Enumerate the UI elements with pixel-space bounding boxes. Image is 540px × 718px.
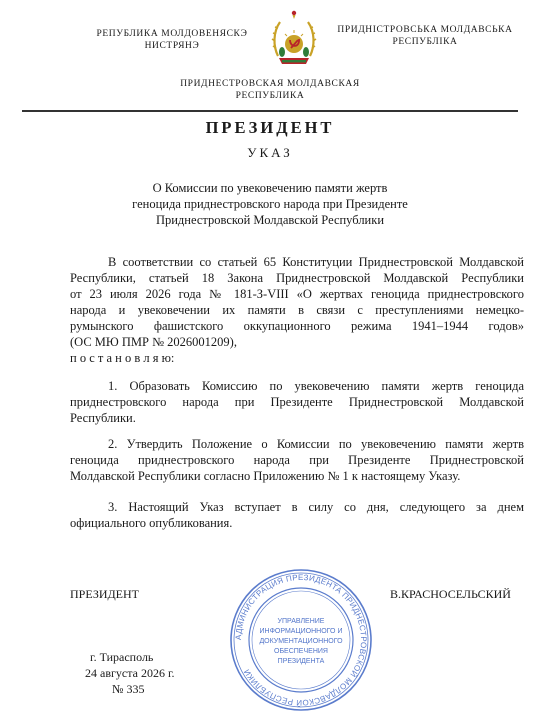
item3-line2: официального опубликования. [70, 516, 233, 530]
document-title: ПРЕЗИДЕНТ [205, 118, 335, 137]
item2-line1: 2. Утвердить Положение о Комиссии по увековечению памяти жертв [108, 437, 524, 451]
decree-item-3 [70, 499, 524, 531]
signatory-name: В.КРАСНОСЕЛЬСКИЙ [390, 587, 511, 601]
header-right-name [325, 24, 525, 48]
signature-title: ПРЕЗИДЕНТ [70, 587, 140, 601]
preamble-line4: народа и увековечении их памяти в связи с преступлениями немецко- [70, 303, 524, 317]
stamp-line4: ОБЕСПЕЧЕНИЯ [274, 648, 328, 655]
item3-line1: 3. Настоящий Указ вступает в силу со дня, следующего за днем [108, 500, 524, 514]
header-bottom-line2: РЕСПУБЛИКА [235, 91, 305, 101]
preamble-line3: от 23 июля 2026 года № 181-З-VIII «О жертвах геноцида приднестровского [70, 287, 524, 301]
header-center-name [150, 78, 390, 102]
stamp-ring-text: АДМИНИСТРАЦИЯ ПРЕЗИДЕНТА ПРИДНЕСТРОВСКОЙ МОЛДАВСКОЙ РЕСПУБЛИКИ [233, 572, 369, 708]
item2-line2: геноцида приднестровского народа при Президенте Приднестровской [70, 453, 524, 467]
decree-item-2 [70, 436, 524, 484]
header-divider [22, 110, 518, 112]
header-left-line1: РЕПУБЛИКА МОЛДОВЕНЯСКЭ [96, 29, 248, 39]
heading-line2: геноцида приднестровского народа при Президенте [132, 197, 408, 211]
stamp-line5: ПРЕЗИДЕНТА [277, 658, 325, 665]
heading-line1: О Комиссии по увековечению памяти жертв [152, 181, 388, 195]
header-right-line1: ПРИДНІСТРОВСЬКА МОЛДАВСЬКА [337, 25, 513, 35]
stamp-line2: ИНФОРМАЦИОННОГО И [259, 628, 343, 635]
item1-line3: Республики. [70, 411, 136, 425]
state-emblem-icon [270, 8, 318, 70]
decree-number: № 335 [112, 682, 145, 696]
document-type: УКАЗ [247, 145, 293, 160]
item2-line3: Молдавской Республики согласно Приложению № 1 к настоящему Указу. [70, 469, 461, 483]
preamble-line1: В соответствии со статьей 65 Конституции Приднестровской Молдавской [108, 255, 524, 269]
stamp-line3: ДОКУМЕНТАЦИОННОГО [259, 638, 343, 645]
item1-line1: 1. Образовать Комиссию по увековечению памяти жертв геноцида [108, 379, 524, 393]
heading-line3: Приднестровской Молдавской Республики [155, 213, 385, 227]
header-left-line2: НИСТРЯНЭ [144, 41, 200, 51]
decree-heading [100, 180, 440, 228]
item1-line2: приднестровского народа при Президенте Приднестровской Молдавской [70, 395, 524, 409]
issue-city: г. Тирасполь [90, 650, 154, 664]
issue-date: 24 августа 2026 г. [85, 666, 175, 680]
issue-details [60, 649, 260, 697]
header-bottom-line1: ПРИДНЕСТРОВСКАЯ МОЛДАВСКАЯ [180, 79, 360, 89]
preamble-line6: (ОС МЮ ПМР № 2026001209), [70, 335, 237, 349]
decree-item-1 [70, 378, 524, 426]
stamp-line1: УПРАВЛЕНИЕ [277, 618, 325, 625]
preamble-line7: п о с т а н о в л я ю: [70, 351, 175, 365]
preamble-line5: румынского фашистского оккупационного режима 1941–1944 годов» [70, 319, 524, 333]
preamble-paragraph [70, 254, 524, 366]
header-right-line2: РЕСПУБЛІКА [392, 37, 458, 47]
header-left-name [72, 28, 272, 52]
preamble-line2: Республики, статьей 18 Закона Приднестровской Молдавской Республики [70, 271, 524, 285]
